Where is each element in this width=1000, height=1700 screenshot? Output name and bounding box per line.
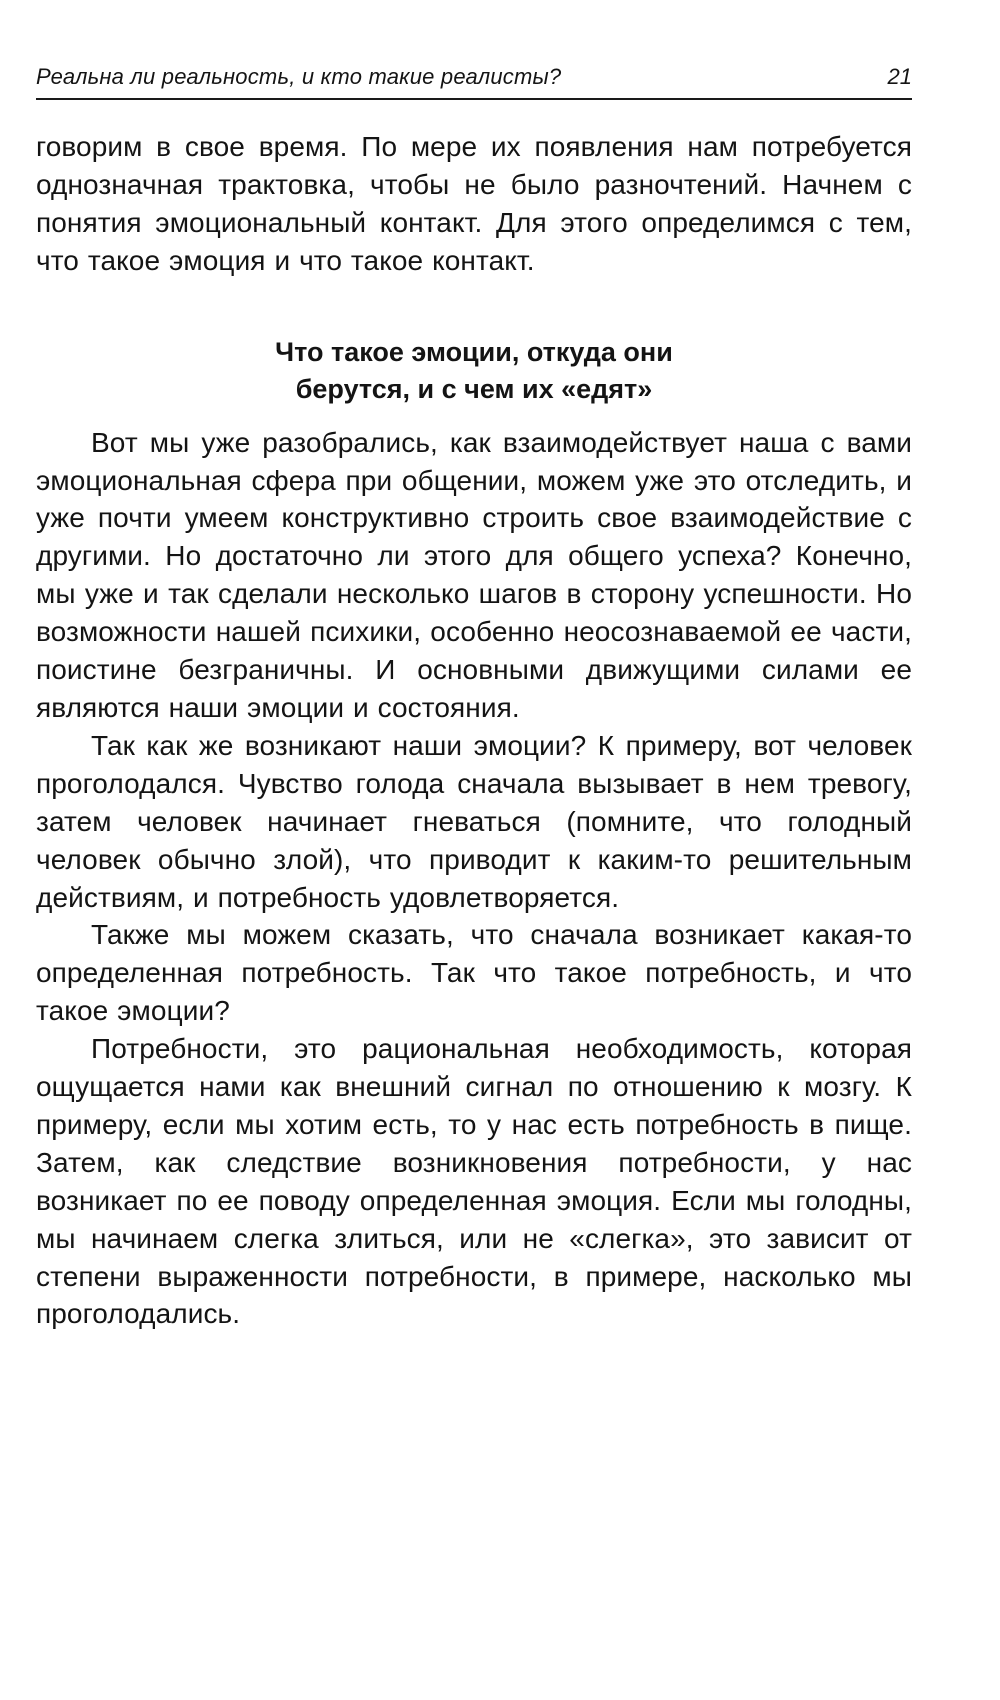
paragraph-4: Потребности, это рациональная необходимость, которая ощущается нами как внешний сигнал по отношению к мозгу. К примеру, если мы хотим есть, то у нас есть потребность в пище. Затем, как следствие возникновения потребности, у нас возникает по ее поводу определенная эмоция. Если мы голодны, мы начинаем слегка злиться, или не «слегка», это зависит от степени выраженности потребности, в примере, насколько мы проголодались. xyxy=(36,1033,912,1330)
section-heading xyxy=(36,334,912,408)
running-header xyxy=(36,62,912,100)
paragraph-2: Так как же возникают наши эмоции? К примеру, вот человек проголодался. Чувство голода сначала вызывает в нем тревогу, затем человек начинает гневаться (помните, что голодный человек обычно злой), что приводит к каким-то решительным действиям, и потребность удовлетворяется. xyxy=(36,729,912,913)
section-heading-line-1: Что такое эмоции, откуда они xyxy=(275,336,673,367)
book-page xyxy=(36,0,912,1700)
page-body xyxy=(36,128,912,1333)
paragraph-3: Также мы можем сказать, что сначала возникает какая-то определенная потребность. Так что такое потребность, и что такое эмоции? xyxy=(36,919,912,1027)
header-title: Реальна ли реальность, и кто такие реалисты? xyxy=(36,64,562,89)
page-number: 21 xyxy=(887,64,912,89)
intro-paragraph: говорим в свое время. По мере их появления нам потребуется однозначная трактовка, чтобы не было разночтений. Начнем с понятия эмоциональный контакт. Для этого определимся с тем, что такое эмоция и что такое контакт. xyxy=(36,131,912,276)
paragraph-1: Вот мы уже разобрались, как взаимодействует наша с вами эмоциональная сфера при общении, можем уже это отследить, и уже почти умеем конструктивно строить свое взаимодействие с другими. Но достаточно ли этого для общего успеха? Конечно, мы уже и так сделали несколько шагов в сторону успешности. Но возможности нашей психики, особенно неосознаваемой ее части, поистине безграничны. И основными движущими силами ее являются наши эмоции и состояния. xyxy=(36,426,912,723)
section-heading-line-2: берутся, и с чем их «едят» xyxy=(295,373,653,404)
